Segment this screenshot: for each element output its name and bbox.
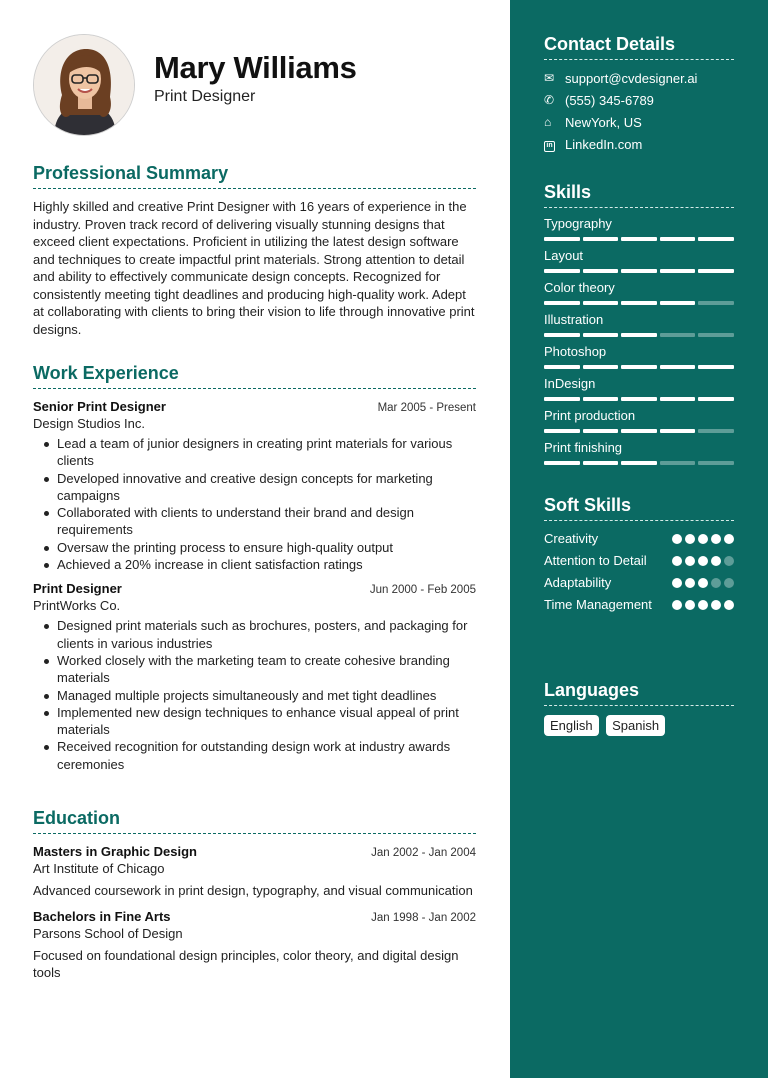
rating-dot bbox=[724, 578, 734, 588]
degree-name: Masters in Graphic Design bbox=[33, 844, 197, 859]
skill-level-segment bbox=[660, 237, 696, 241]
education-date: Jan 1998 - Jan 2002 bbox=[371, 911, 476, 924]
rating-dot bbox=[685, 578, 695, 588]
soft-skill-item bbox=[544, 552, 734, 570]
skill-level-bar bbox=[544, 237, 734, 241]
contact-location-text: NewYork, US bbox=[565, 114, 642, 130]
skill-name: Illustration bbox=[544, 312, 604, 327]
language-tag: Spanish bbox=[606, 715, 665, 736]
soft-skill-rating bbox=[672, 600, 734, 614]
soft-skills-list bbox=[544, 530, 734, 614]
skill-level-segment bbox=[544, 301, 580, 305]
skill-level-segment bbox=[544, 461, 580, 465]
job-company: PrintWorks Co. bbox=[33, 598, 121, 614]
soft-skill-name: Attention to Detail bbox=[544, 553, 647, 568]
rating-dot bbox=[711, 578, 721, 588]
skill-name: Color theory bbox=[544, 280, 615, 295]
section-title-summary: Professional Summary bbox=[33, 163, 476, 189]
contact-location bbox=[544, 111, 734, 133]
skill-level-segment bbox=[660, 429, 696, 433]
job-role: Print Designer bbox=[33, 581, 122, 597]
section-title-contact: Contact Details bbox=[544, 34, 734, 60]
education-description: Focused on foundational design principles, color theory, and digital design tools bbox=[33, 947, 459, 980]
job-bullet: Implemented new design techniques to enhance visual appeal of print materials bbox=[33, 704, 478, 739]
rating-dot bbox=[698, 600, 708, 610]
rating-dot bbox=[724, 600, 734, 610]
skill-level-segment bbox=[698, 365, 734, 369]
summary-section bbox=[33, 163, 478, 338]
skill-name: Print finishing bbox=[544, 440, 623, 455]
skill-level-segment bbox=[583, 333, 619, 337]
rating-dot bbox=[672, 578, 682, 588]
skill-level-segment bbox=[544, 397, 580, 401]
rating-dot bbox=[672, 556, 682, 566]
skill-level-segment bbox=[621, 429, 657, 433]
skill-level-segment bbox=[544, 429, 580, 433]
education-description: Advanced coursework in print design, typography, and visual communication bbox=[33, 883, 473, 898]
job-bullet: Designed print materials such as brochures, posters, and packaging for clients in various industries bbox=[33, 617, 478, 652]
skill-item bbox=[544, 408, 734, 433]
job-bullets bbox=[33, 435, 478, 573]
rating-dot bbox=[672, 534, 682, 544]
profile-photo bbox=[33, 34, 135, 136]
soft-skill-item bbox=[544, 574, 734, 592]
avatar-illustration bbox=[34, 35, 135, 136]
job-bullet: Developed innovative and creative design concepts for marketing campaigns bbox=[33, 470, 478, 505]
skill-level-bar bbox=[544, 333, 734, 337]
section-title-work: Work Experience bbox=[33, 363, 476, 389]
skill-level-segment bbox=[544, 333, 580, 337]
skill-item bbox=[544, 248, 734, 273]
skill-level-segment bbox=[698, 429, 734, 433]
section-title-languages: Languages bbox=[544, 680, 734, 706]
contact-email-text: support@cvdesigner.ai bbox=[565, 70, 698, 86]
skill-level-segment bbox=[583, 365, 619, 369]
rating-dot bbox=[698, 556, 708, 566]
skill-level-segment bbox=[621, 237, 657, 241]
skill-name: Print production bbox=[544, 408, 636, 423]
skill-name: Typography bbox=[544, 216, 612, 231]
linkedin-icon: in bbox=[544, 136, 565, 152]
soft-skill-item bbox=[544, 530, 734, 548]
soft-skill-rating bbox=[672, 578, 734, 592]
sidebar bbox=[510, 0, 768, 1078]
skill-level-segment bbox=[621, 333, 657, 337]
education-entry bbox=[33, 909, 478, 982]
skill-level-segment bbox=[544, 237, 580, 241]
contact-email[interactable] bbox=[544, 67, 734, 89]
skill-level-segment bbox=[621, 269, 657, 273]
rating-dot bbox=[711, 556, 721, 566]
candidate-title: Print Designer bbox=[154, 88, 256, 105]
soft-skill-rating bbox=[672, 556, 734, 570]
rating-dot bbox=[711, 534, 721, 544]
home-icon: ⌂ bbox=[544, 115, 552, 129]
skill-level-bar bbox=[544, 461, 734, 465]
skill-level-segment bbox=[583, 301, 619, 305]
rating-dot bbox=[711, 600, 721, 610]
skill-level-segment bbox=[698, 397, 734, 401]
job-company: Design Studios Inc. bbox=[33, 416, 146, 431]
skill-item bbox=[544, 312, 734, 337]
job-role: Senior Print Designer bbox=[33, 399, 166, 414]
work-section bbox=[33, 363, 478, 773]
job-date: Jun 2000 - Feb 2005 bbox=[369, 584, 476, 597]
soft-skills-section bbox=[544, 495, 734, 618]
education-date: Jan 2002 - Jan 2004 bbox=[371, 847, 476, 859]
skill-name: InDesign bbox=[544, 376, 596, 391]
contact-phone[interactable] bbox=[544, 89, 734, 111]
phone-icon: ✆ bbox=[544, 93, 555, 107]
skill-level-segment bbox=[660, 397, 696, 401]
skill-level-bar bbox=[544, 269, 734, 273]
contact-section bbox=[544, 34, 734, 155]
rating-dot bbox=[685, 600, 695, 610]
skill-level-segment bbox=[583, 397, 619, 401]
candidate-name: Mary Williams bbox=[154, 50, 357, 85]
job-entry bbox=[33, 399, 478, 573]
skill-level-segment bbox=[660, 333, 696, 337]
job-bullet: Managed multiple projects simultaneously and met tight deadlines bbox=[33, 687, 478, 704]
skill-level-segment bbox=[621, 461, 657, 465]
soft-skill-name: Creativity bbox=[544, 531, 599, 546]
job-date: Mar 2005 - Present bbox=[377, 402, 476, 414]
skill-level-bar bbox=[544, 429, 734, 433]
skill-level-segment bbox=[583, 429, 619, 433]
job-bullet: Achieved a 20% increase in client satisfaction ratings bbox=[33, 556, 478, 573]
skill-level-segment bbox=[698, 333, 734, 337]
skill-level-segment bbox=[621, 301, 657, 305]
skill-item bbox=[544, 376, 734, 401]
rating-dot bbox=[724, 556, 734, 566]
skill-level-segment bbox=[698, 461, 734, 465]
skill-name: Photoshop bbox=[544, 344, 607, 359]
skills-list bbox=[544, 216, 734, 465]
job-entry bbox=[33, 581, 478, 773]
skill-level-segment bbox=[544, 269, 580, 273]
skills-section bbox=[544, 182, 734, 472]
section-title-soft-skills: Soft Skills bbox=[544, 495, 734, 521]
contact-linkedin-text: LinkedIn.com bbox=[565, 136, 643, 152]
soft-skill-rating bbox=[672, 534, 734, 548]
language-list bbox=[544, 715, 734, 736]
job-bullets bbox=[33, 617, 478, 773]
rating-dot bbox=[685, 534, 695, 544]
section-title-skills: Skills bbox=[544, 182, 734, 208]
soft-skill-name: Time Management bbox=[544, 597, 652, 612]
skill-level-segment bbox=[583, 461, 619, 465]
education-entry bbox=[33, 844, 478, 900]
education-section bbox=[33, 808, 478, 982]
skill-level-segment bbox=[583, 269, 619, 273]
summary-text: Highly skilled and creative Print Designer with 16 years of experience in the industry. Proven track record of delivering visually stunning designs that exceed client expectations. Proficient in utilizing the latest design software and techniques to create impactful print materials. Strong attention to detail and ability to effectively communicate design concepts. Recognized for consistently meeting tight deadlines and producing high-quality work. Adept at collaborating with clients to bring their vision to life through innovative print designs. bbox=[33, 199, 475, 337]
school-name: Art Institute of Chicago bbox=[33, 861, 165, 876]
soft-skill-name: Adaptability bbox=[544, 575, 612, 590]
rating-dot bbox=[685, 556, 695, 566]
rating-dot bbox=[698, 578, 708, 588]
email-icon: ✉ bbox=[544, 71, 555, 85]
soft-skill-item bbox=[544, 596, 734, 614]
skill-level-segment bbox=[621, 365, 657, 369]
skill-level-segment bbox=[698, 301, 734, 305]
skill-level-segment bbox=[660, 269, 696, 273]
skill-level-segment bbox=[583, 237, 619, 241]
skill-level-segment bbox=[660, 301, 696, 305]
skill-name: Layout bbox=[544, 248, 584, 263]
rating-dot bbox=[698, 534, 708, 544]
contact-phone-text: (555) 345-6789 bbox=[565, 92, 654, 108]
skill-level-segment bbox=[660, 461, 696, 465]
skill-level-segment bbox=[698, 237, 734, 241]
job-bullet: Worked closely with the marketing team to create cohesive branding materials bbox=[33, 652, 478, 687]
skill-item bbox=[544, 216, 734, 241]
job-bullet: Oversaw the printing process to ensure high-quality output bbox=[33, 539, 478, 556]
skill-item bbox=[544, 344, 734, 369]
job-bullet: Received recognition for outstanding design work at industry awards ceremonies bbox=[33, 738, 478, 773]
languages-section bbox=[544, 680, 734, 736]
skill-level-segment bbox=[621, 397, 657, 401]
skill-level-bar bbox=[544, 365, 734, 369]
contact-linkedin[interactable] bbox=[544, 133, 734, 155]
skill-level-segment bbox=[698, 269, 734, 273]
skill-level-bar bbox=[544, 301, 734, 305]
job-bullet: Collaborated with clients to understand their brand and design requirements bbox=[33, 504, 478, 539]
degree-name: Bachelors in Fine Arts bbox=[33, 908, 171, 924]
skill-level-segment bbox=[544, 365, 580, 369]
skill-level-segment bbox=[660, 365, 696, 369]
language-tag: English bbox=[544, 715, 599, 736]
skill-level-bar bbox=[544, 397, 734, 401]
school-name: Parsons School of Design bbox=[33, 925, 183, 941]
job-bullet: Lead a team of junior designers in creating print materials for various clients bbox=[33, 435, 478, 470]
section-title-education: Education bbox=[33, 808, 476, 834]
skill-item bbox=[544, 440, 734, 465]
skill-item bbox=[544, 280, 734, 305]
rating-dot bbox=[672, 600, 682, 610]
rating-dot bbox=[724, 534, 734, 544]
